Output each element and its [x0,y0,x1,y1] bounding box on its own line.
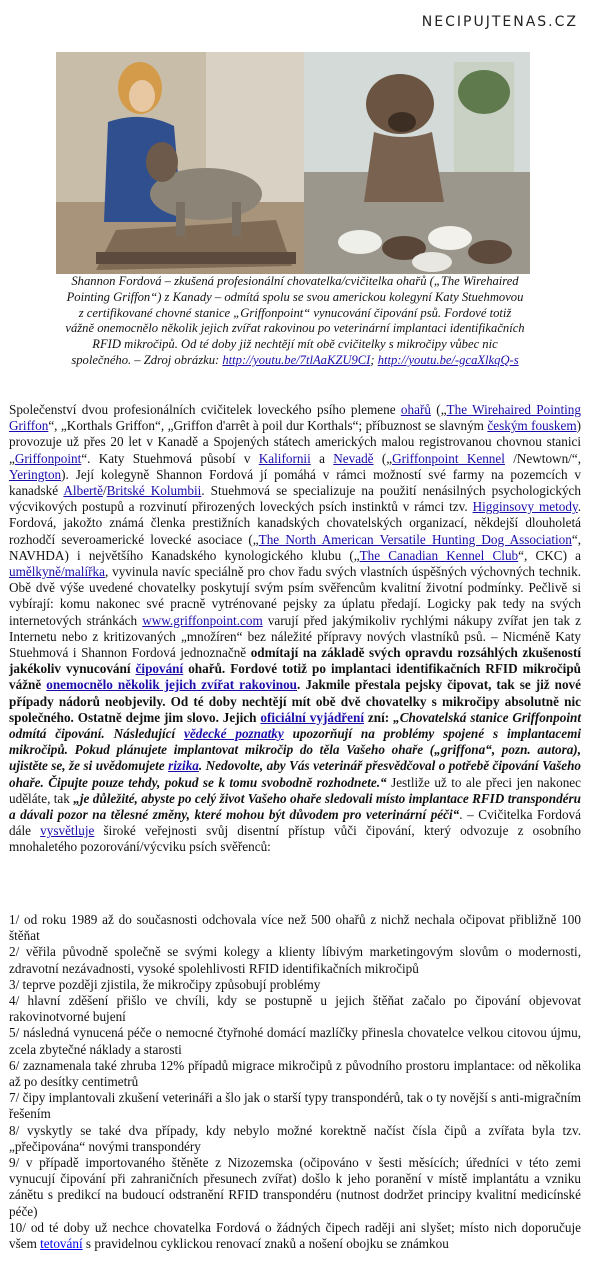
text: ). Její kolegyně Shannon Fordová jí pomáhá v rámci možností své farmy na pozemcích v kanadské [9,466,581,499]
link-oficialni-vyjadreni[interactable]: oficiální vyjádření [260,709,364,725]
text: 10/ od té doby už nechce chovatelka Fordová o žádných čipech raději ani slyšet; místo nich doporučuje všem [9,1219,581,1252]
photo-caption [64,274,526,369]
text: “, CKC) a [518,547,581,563]
text: Společenství dvou profesionálních cvičitelek loveckého psího plemene [9,402,401,417]
link-griffonpoint-kennel[interactable]: Griffonpoint Kennel [392,450,505,466]
link-nevada[interactable]: Nevadě [333,450,374,466]
text: ) provozuje už přes 20 let v Kanadě a Spojených státech amerických malou registrovanou chovnou stanici „ [9,418,581,466]
list-item: 4/ hlavní zděšení přišlo ve chvíli, kdy se postupně u jejich štěňat začalo po čipování objevovat rakovinotvorné bujení [9,993,581,1025]
article-body [9,402,581,856]
link-canadian-kennel-club[interactable]: The Canadian Kennel Club [359,547,519,563]
list-item [9,1220,581,1252]
link-griffonpoint-website[interactable]: www.griffonpoint.com [142,612,263,628]
text: “, NAVHDA) i největšího Kanadského kynologického klubu („ [9,531,582,563]
link-rizika[interactable]: rizika [168,758,199,774]
woman-with-griffon-dog-photo [56,52,304,274]
quote-text-2: „je důležité, abyste po celý život Vašeho ohaře sledovali místo implantace RFID transpondéru a dávali pozor na tělesné změny, které mohou být důvodem pro veterinární péči“ [9,790,581,823]
link-cesky-fousek[interactable]: českým fouskem [487,418,577,434]
caption-link-1[interactable]: http://youtu.be/7tlAaKZU9CI [222,352,371,367]
list-item: 6/ zaznamenala také zhruba 12% případů migrace mikročipů z původního prostoru implantace: od několika až po desítky centimetrů [9,1057,581,1090]
caption-link-2[interactable]: http://youtu.be/-gcaXlkqQ-s [377,352,519,367]
list-item: 2/ věřila původně společně se svými kolegy a klienty líbivým marketingovým slovům o modernosti, zdravotní nezávadnosti, vysoké spolehlivosti RFID identifikačních mikročipů [9,944,581,976]
site-name: NECIPUJTENAS.CZ [421,14,578,30]
text: široké veřejnosti svůj disentní přístup vůči čipování, který odvozuje z osobního mnohaletého pozorování/výcviku psích svěřenců: [9,823,582,855]
bold-text: ohařů. Fordové totiž po implantaci identifikačních RFID mikročipů vážně [9,661,581,693]
quote-text: upozorňují na problémy spojené s implantacemi mikročipů. Pokud plánujete implantovat mikročip do těla Vašeho ohaře („griffona“, pozn. autora), ujistěte se, že si uvědomujete [9,726,582,774]
text: , vyvinula navíc speciálně pro chov řadu svých vlastních úspěšných výchovných technik. Obě dvě výše uvedené chovatelky poskytují svým psím svěřencům kvalitní životní podmínky. Pečlivě si vybírají: komu nakonec své pracně vytrénované pejsky za úplatu předají. Logicky pak tedy na svých internetových stránkách [9,564,581,628]
text: („ [430,402,447,417]
text: („ [373,450,393,466]
text: “. Katy Stuehmová působí v [81,450,259,466]
photo-right-illustration [304,52,530,274]
text: a [310,450,334,466]
link-navhda[interactable]: The North American Versatile Hunting Dog Association [258,531,572,547]
list-item: 7/ čipy implantovali zkušení veterináři a šlo jak o starší typy transpondérů, tak o ty novější s anti-migračním řešením [9,1090,581,1122]
text: . – Cvičitelka Fordová dále [9,807,582,839]
quote-text: . Nedovolte, aby Vás veterinář přesvědčoval o potřebě čipování Vašeho ohaře. Čipujte pouze tehdy, pokud se k tomu svobodně rozhodnete.“ [9,758,581,790]
link-alberta[interactable]: Albertě [63,483,103,499]
link-wirehaired-pointing-griffon[interactable]: The Wirehaired Pointing Griffon [9,402,581,434]
text: / [102,483,107,499]
bold-text: . Jakmile přestala pejsky čipovat, tak se již nové případy nádorů neobjevily. Od té doby nechtějí mít obě dvě chovatelky s mikročipy absolutně nic společného. Ostatně dejme jim slovo. Jejich [9,677,581,725]
link-kalifornie[interactable]: Kalifornii [258,450,311,466]
list-item: 1/ od roku 1989 až do současnosti odchovala více než 500 ohařů z nichž nechala očipovat přibližně 100 štěňat [9,912,581,944]
link-ohari[interactable]: ohařů [400,402,431,417]
link-cipovani[interactable]: čipování [135,661,184,677]
text: “, „Korthals Griffon“, „Griffon d'arrêt à poil dur Korthals“; příbuznost se slavným [48,418,488,434]
link-vysvetluje[interactable]: vysvětluje [40,823,95,839]
bold-text: zní: [364,709,394,725]
link-vedecke-poznatky[interactable]: vědecké poznatky [184,726,284,742]
link-higginsova-metoda[interactable]: Higginsovy metody [472,499,578,515]
link-yerington[interactable]: Yerington [9,466,62,482]
quote-text: „Chovatelská stanice Griffonpoint odmítá čipování. Následující [9,709,581,742]
caption-text: Shannon Fordová – zkušená profesionální chovatelka/cvičitelka ohařů („The Wirehaired Pointing Griffon“) z Kanady – odmítá spolu se svou americkou kolegyní Katy Stuehmovou z certifikované chovné stanice „Griffonpoint“ vynucování čipování psů. Fordové totiž vážně onemocnělo několik jejich zvířat rakovinou po veterinární implantaci identifikačních RFID mikročipů. Od té doby již nechtějí mít obě cvičitelky s mikročipy vůbec nic společného. – Zdroj obrázku: [65,274,525,367]
text: . Fordová, jakožto známá členka prestižních kanadských chovatelských organizací, někdejší dlouholetá rozhodčí severoamerické lovecké asociace („ [9,499,582,547]
list-item: 9/ v případě importovaného štěněte z Nizozemska (očipováno v šesti měsících; úředníci v této zemi vynucují čipování při zahraničních přesunech zvířat) došlo k jeho poranění v místě implantátu a vzniku zánětu s predikcí na budoucí odstranění RFID transpondéru (nutnost dodržet principy kvalitní medicínské péče) [9,1155,581,1219]
text: /Newtown/“, [504,450,581,466]
observations-list [9,912,581,1252]
list-item: 3/ teprve později zjistila, že mikročipy způsobují problémy [9,976,321,992]
link-tetovani[interactable]: tetování [40,1236,83,1252]
list-item: 8/ vyskytly se také dva případy, kdy nebylo možné korektně načíst čísla čipů a zvířata byla tzv. „přečipována“ novými transpondéry [9,1122,581,1154]
text: . Stuehmová se specializuje na použití nenásilných psychologických výcvikových postupů a rozvinutí přirozených loveckých psích instinktů v rámci tzv. [9,483,581,515]
bold-text: odmítají na základě svých opravdu rozsáhlých zkušeností jakékoliv vynucování [9,645,581,677]
text: varují před jakýmikoliv rychlými nákupy zvířat jen tak z Internetu nebo z kritizovaných „množíren“ bez náležité přípravy nových vlastníků psů. – Nicméně Katy Stuehmová i Shannon Fordová jednoznačně [9,612,581,661]
text: s pravidelnou cyklickou renovací znaků a nošení obojku se známkou [82,1236,449,1252]
link-griffonpoint[interactable]: Griffonpoint [14,450,82,466]
text: Jestliže už to ale přeci jen nakonec uděláte, tak [9,774,581,806]
link-onemocnelo-rakovinou[interactable]: onemocnělo několik jejich zvířat rakovinou [46,677,298,693]
photo-left-illustration [56,52,304,274]
link-britska-kolumbie[interactable]: Britské Kolumbii [106,483,202,499]
caption-separator: ; [370,352,378,367]
list-item: 5/ následná vynucená péče o nemocné čtyřnohé domácí mazlíčky přinesla chovatelce velkou citovou újmu, zcela zbytečné náklady a starosti [9,1025,581,1057]
griffon-with-puppies-photo [304,52,530,274]
header-photos [56,52,530,274]
link-umelkyne-malirka[interactable]: umělkyně/malířka [9,564,105,580]
